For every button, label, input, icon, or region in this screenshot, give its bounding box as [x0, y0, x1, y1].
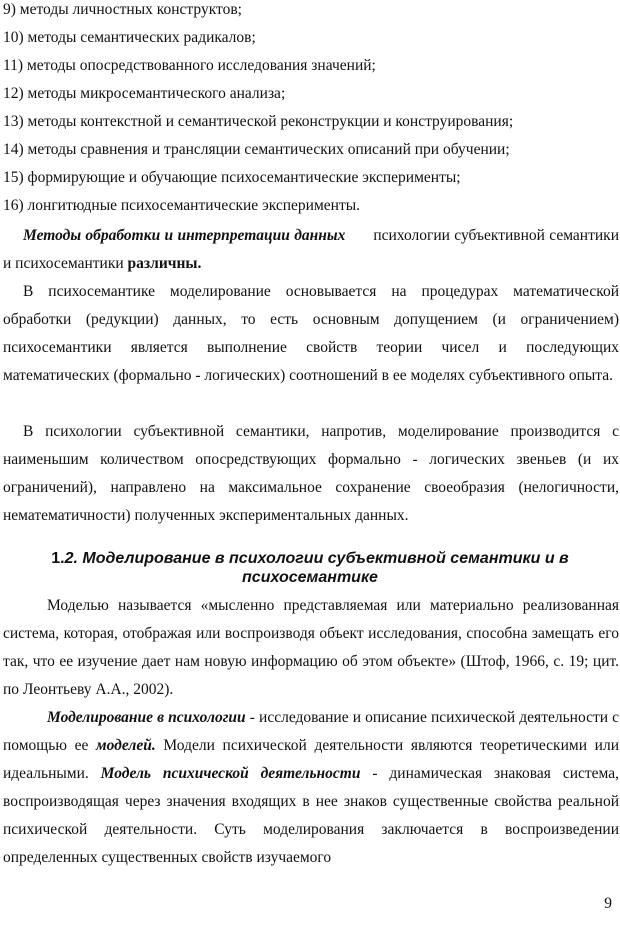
- paragraph-text: Модели психической деятельности являются теоретическими или идеальными.: [3, 737, 619, 782]
- methods-list: [3, 0, 619, 220]
- list-item: 16) лонгитюдные психосемантические эксперименты.: [3, 197, 361, 214]
- list-item: 10) методы семантических радикалов;: [3, 29, 256, 46]
- paragraph-text: психологии субъективной семантики и психосемантики: [3, 227, 619, 272]
- page-number: 9: [604, 895, 612, 912]
- list-item: 11) методы опосредствованного исследования значений;: [3, 57, 376, 74]
- emphasis-different: различны.: [127, 255, 202, 272]
- paragraph-processing-methods: [3, 222, 619, 278]
- list-item: 15) формирующие и обучающие психосемантические эксперименты;: [3, 169, 461, 186]
- term-processing-methods: Методы обработки и интерпретации данных: [23, 227, 346, 244]
- section-number: 1.: [51, 550, 65, 567]
- paragraph-subjective-semantics-modeling: В психологии субъективной семантики, напротив, моделирование производится с наименьшим количеством опосредствующих формально - логических звеньев (и их ограничений), направлено на максимальное сохранение своеобразия (нелогичности, нематематичности) полученных экспериментальных данных.: [3, 423, 619, 524]
- list-item: 12) методы микросемантического анализа;: [3, 85, 286, 102]
- paragraph-model-definition: Моделью называется «мысленно представляемая или материально реализованная система, которая, отображая или воспроизводя объект исследования, способна замещать его так, что ее изучение дает нам новую информацию об этом объекте» (Штоф, 1966, с. 19; цит. по Леонтьеву А.А., 2002).: [3, 597, 619, 698]
- paragraph-text: - исследование и описание психической деятельности с помощью ее: [3, 709, 620, 754]
- paragraph-psychosemantics-modeling: В психосемантике моделирование основывается на процедурах математической обработки (редукции) данных, то есть основным допущением (и ограничением) психосемантики является выполнение свойств теории чисел и последующих математических (формально - логических) соотношений в ее моделях субъективного опыта.: [3, 283, 619, 384]
- term-model-of-activity: Модель психической деятельности: [100, 765, 361, 782]
- term-modeling-in-psychology: Моделирование в психологии: [47, 709, 246, 726]
- paragraph-text: - динамическая знаковая система, воспроизводящая через значения входящих в нее знаков существенные свойства реальной психической деятельности. Суть моделирования заключается в воспроизведении определенных существенных свойств изучаемого: [3, 765, 619, 866]
- paragraph-modeling-in-psychology: [3, 704, 619, 872]
- list-item: 14) методы сравнения и трансляции семантических описаний при обучении;: [3, 141, 510, 158]
- list-item: 13) методы контекстной и семантической реконструкции и конструирования;: [3, 113, 514, 130]
- term-models: моделей.: [96, 737, 156, 754]
- list-item: 9) методы личностных конструктов;: [3, 1, 242, 18]
- section-title: 2. Моделирование в психологии субъективной семантики и в психосемантике: [64, 550, 569, 586]
- section-heading: [20, 549, 600, 587]
